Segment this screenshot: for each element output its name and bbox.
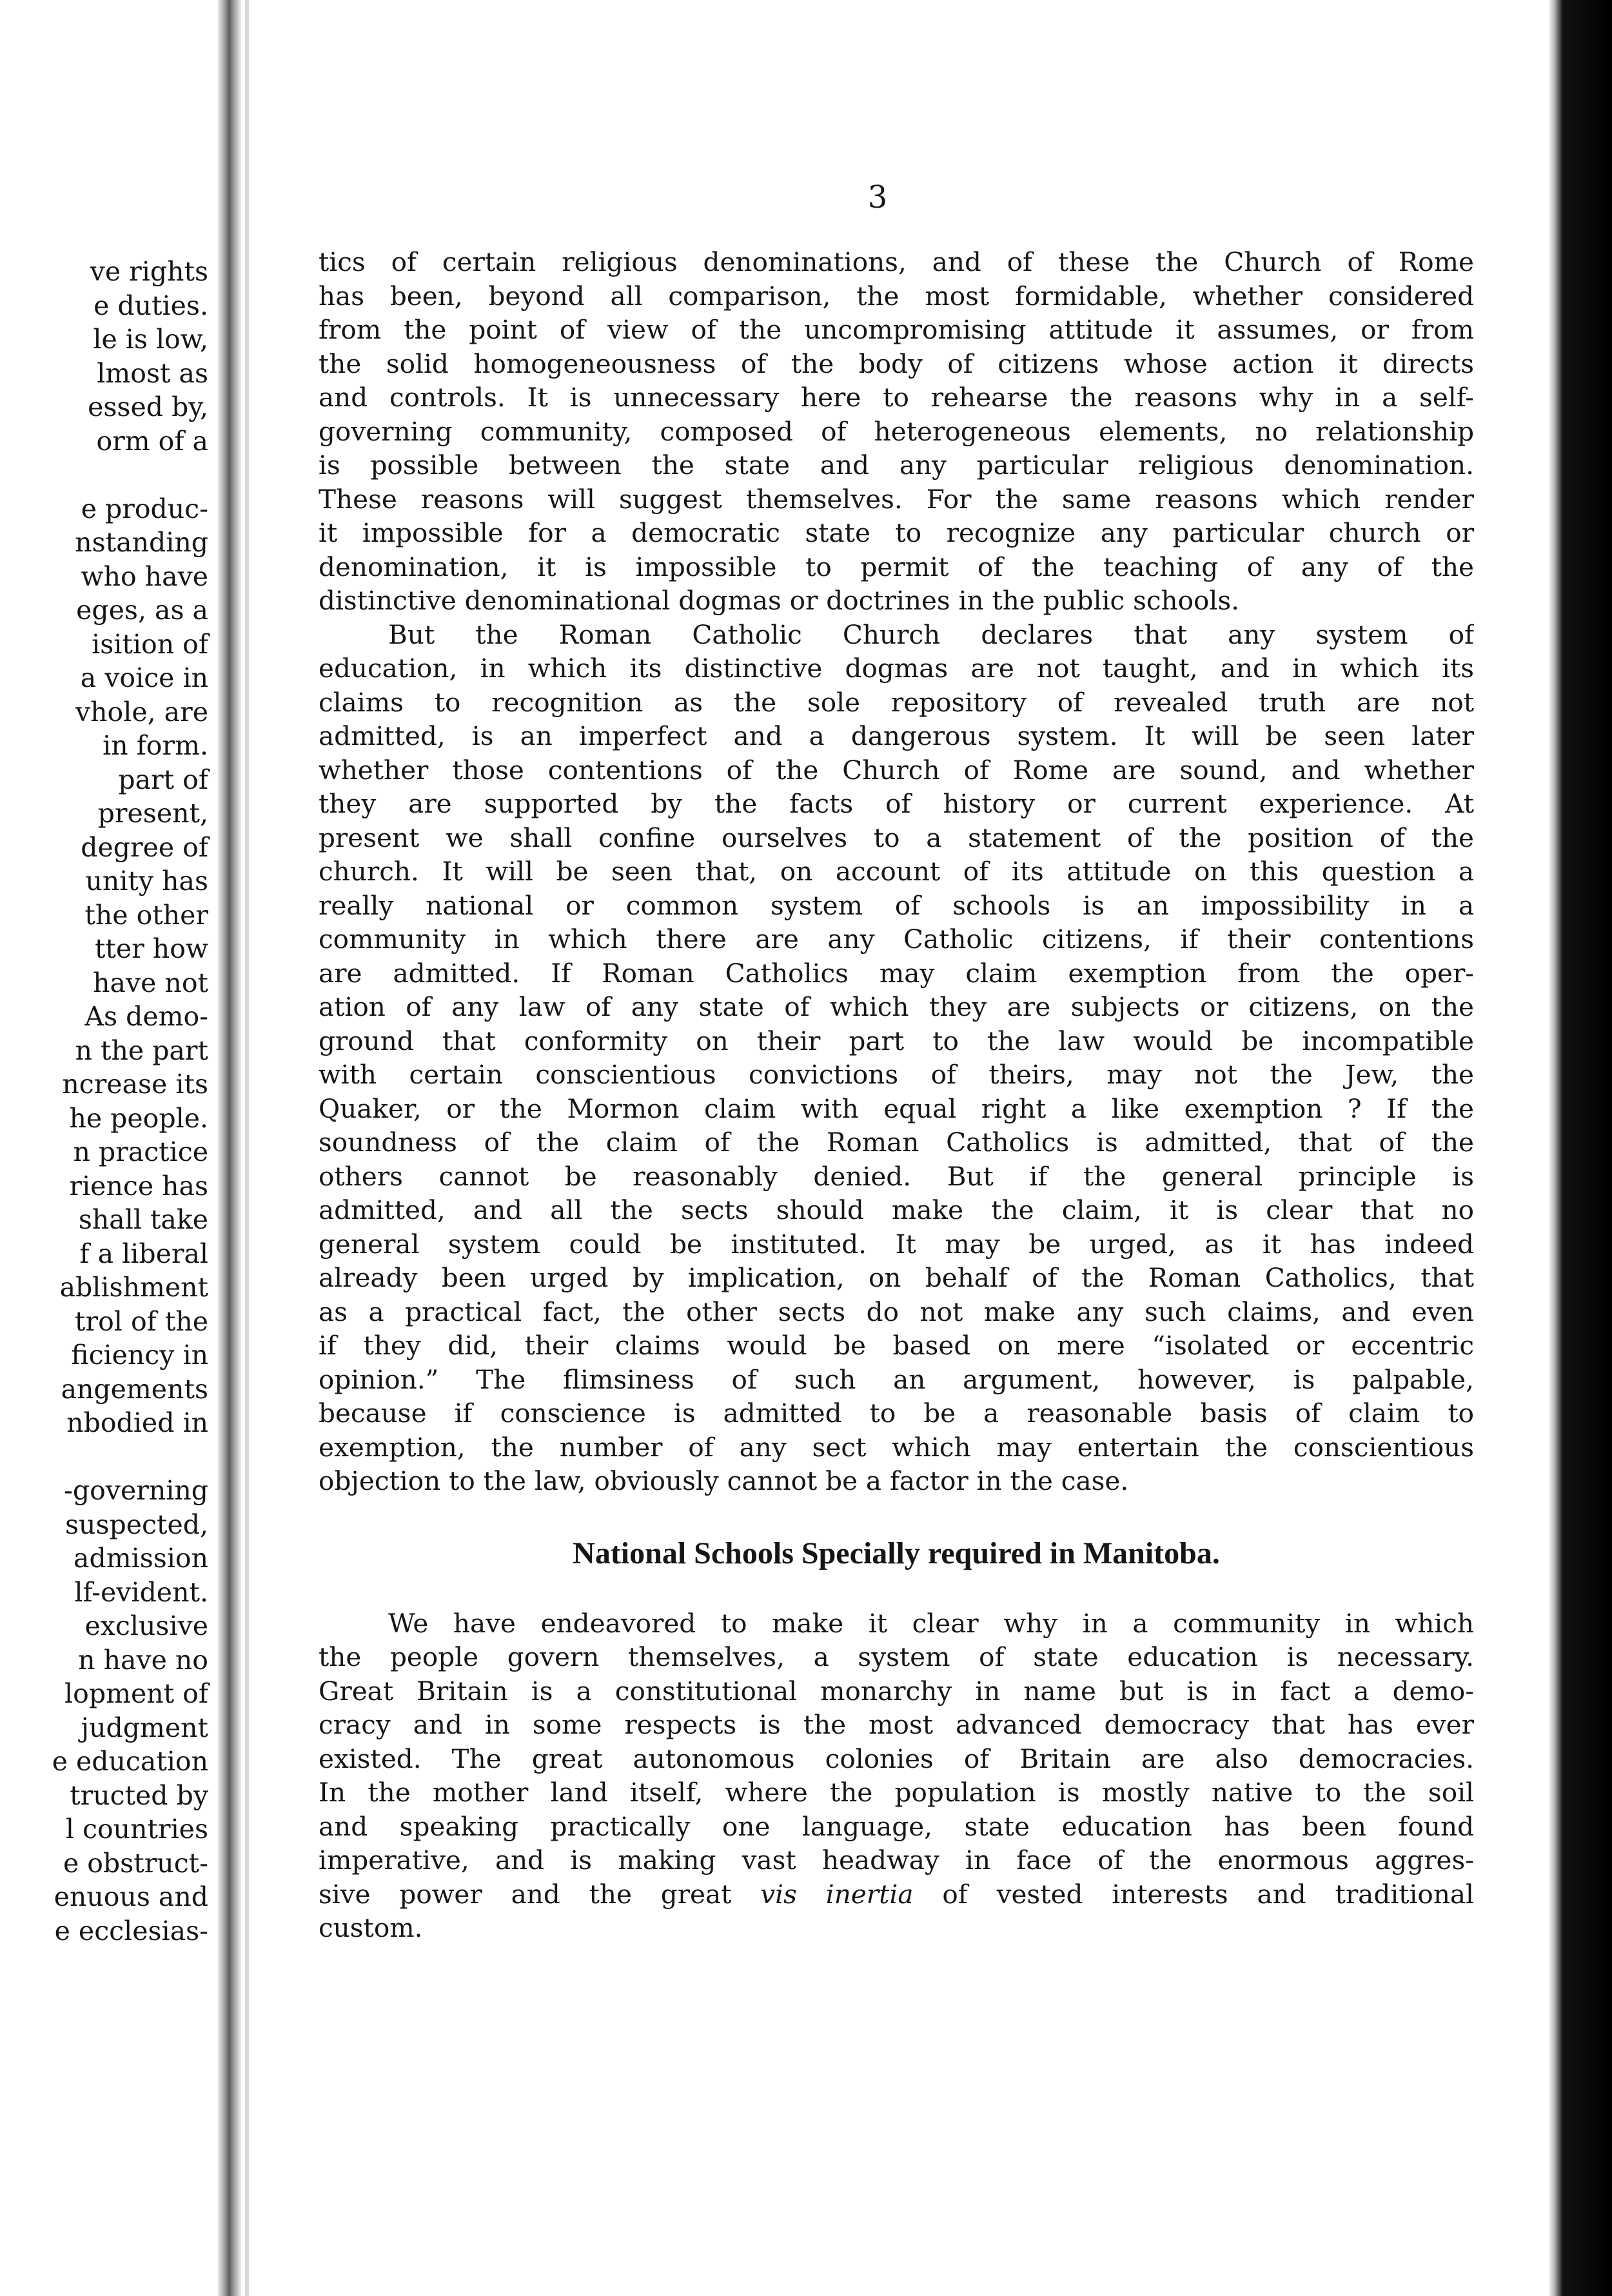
paragraphs-after-heading bbox=[319, 1607, 1474, 1945]
text-line: In the mother land itself, where the population is mostly native to the soil bbox=[319, 1777, 1474, 1808]
text-line: objection to the law, obviously cannot be a factor in the case. bbox=[319, 1465, 1129, 1496]
left-page-line: lopment of bbox=[64, 1678, 208, 1709]
left-page-line: lmost as bbox=[97, 357, 208, 389]
left-page-line: n the part bbox=[75, 1034, 208, 1066]
text-line: We have endeavored to make it clear why in a community in which bbox=[388, 1607, 1474, 1639]
text-line: present we shall confine ourselves to a statement of the position of the bbox=[319, 822, 1474, 853]
paragraph bbox=[319, 618, 1474, 1498]
left-page-line: f a liberal bbox=[79, 1238, 208, 1269]
left-page-line: he people. bbox=[69, 1102, 208, 1134]
text-line: education, in which its distinctive dogmas are not taught, and in which its bbox=[319, 653, 1474, 684]
left-page-line: unity has bbox=[85, 866, 208, 896]
left-page-line: shall take bbox=[78, 1204, 208, 1235]
text-line: Great Britain is a constitutional monarchy in name but is in fact a demo- bbox=[319, 1675, 1474, 1707]
left-page-line: tter how bbox=[94, 933, 208, 964]
text-line: has been, beyond all comparison, the most formidable, whether considered bbox=[319, 280, 1474, 312]
text-line: exemption, the number of any sect which may entertain the conscientious bbox=[319, 1431, 1474, 1463]
text-line: it impossible for a democratic state to recognize any particular church or bbox=[319, 517, 1474, 548]
left-page-line: ncrease its bbox=[62, 1069, 208, 1100]
left-page-line: who have bbox=[81, 560, 208, 592]
section-heading: National Schools Specially required in Manitoba. bbox=[573, 1536, 1220, 1570]
left-page-line: e ecclesias- bbox=[54, 1915, 208, 1946]
left-page-line: rience has bbox=[69, 1170, 208, 1202]
left-page-line: vhole, are bbox=[75, 696, 208, 727]
left-page-line: angements bbox=[61, 1373, 208, 1405]
left-page-text-fragments bbox=[15, 255, 208, 1948]
left-page-line: part of bbox=[118, 764, 208, 795]
left-page-line: orm of a bbox=[96, 425, 208, 457]
left-page-line: in form. bbox=[103, 730, 208, 761]
text-line: with certain conscientious convictions of theirs, may not the Jew, the bbox=[319, 1059, 1474, 1090]
text-line: tics of certain religious denominations, and of these the Church of Rome bbox=[319, 246, 1474, 277]
left-page-line: As demo- bbox=[84, 1001, 208, 1032]
text-line: and controls. It is unnecessary here to rehearse the reasons why in a self- bbox=[319, 382, 1474, 413]
left-page-line: admission bbox=[74, 1543, 208, 1574]
text-line: admitted, is an imperfect and a dangerous system. It will be seen later bbox=[319, 720, 1474, 751]
text-line: governing community, composed of heterogeneous elements, no relationship bbox=[319, 415, 1474, 447]
text-line: claims to recognition as the sole repository of revealed truth are not bbox=[319, 686, 1474, 718]
scan-right-edge bbox=[1549, 0, 1612, 2296]
text-line: ground that conformity on their part to the law would be incompatible bbox=[319, 1025, 1474, 1056]
text-line: ation of any law of any state of which they are subjects or citizens, on the bbox=[319, 991, 1474, 1022]
left-page-line bbox=[15, 1440, 208, 1474]
text-line: existed. The great autonomous colonies of Britain are also democracies. bbox=[319, 1743, 1474, 1774]
left-page-line: exclusive bbox=[84, 1610, 208, 1641]
paragraph bbox=[319, 245, 1474, 618]
left-page-line: a voice in bbox=[80, 662, 208, 693]
text-line: church. It will be seen that, on account of its attitude on this question a bbox=[319, 856, 1474, 887]
text-line: is possible between the state and any particular religious denomination. bbox=[319, 450, 1474, 480]
text-line: custom. bbox=[319, 1912, 423, 1943]
text-line: are admitted. If Roman Catholics may claim exemption from the oper- bbox=[319, 957, 1474, 989]
text-line: because if conscience is admitted to be a reasonable basis of claim to bbox=[319, 1398, 1474, 1429]
text-line: from the point of view of the uncompromising attitude it assumes, or from bbox=[319, 314, 1474, 345]
text-line: distinctive denominational dogmas or doctrines in the public schools. bbox=[319, 585, 1240, 616]
text-line: if they did, their claims would be based on mere “isolated or eccentric bbox=[319, 1330, 1474, 1361]
left-page-line: e produc- bbox=[81, 493, 208, 524]
left-page-line: trol of the bbox=[75, 1305, 208, 1337]
text-line: already been urged by implication, on behalf of the Roman Catholics, that bbox=[319, 1262, 1474, 1293]
left-page-line: ablishment bbox=[59, 1272, 208, 1303]
text-line: they are supported by the facts of history or current experience. At bbox=[319, 788, 1474, 819]
text-line: Quaker, or the Mormon claim with equal right a like exemption ? If the bbox=[319, 1093, 1474, 1124]
left-page-line: essed by, bbox=[88, 391, 208, 422]
text-line: the people govern themselves, a system of state education is necessary. bbox=[319, 1641, 1474, 1672]
text-line: cracy and in some respects is the most advanced democracy that has ever bbox=[319, 1709, 1474, 1740]
left-page-line: l countries bbox=[65, 1814, 208, 1845]
paragraphs-before-heading bbox=[319, 245, 1474, 1498]
text-line: the solid homogeneousness of the body of citizens whose action it directs bbox=[319, 348, 1474, 379]
text-line: imperative, and is making vast headway in face of the enormous aggres- bbox=[319, 1845, 1474, 1875]
paragraph bbox=[319, 1607, 1474, 1945]
left-page-line: degree of bbox=[81, 831, 208, 863]
left-page-line: suspected, bbox=[65, 1509, 208, 1540]
text-line: sive power and the great vis inertia of vested interests and traditional bbox=[319, 1878, 1474, 1910]
left-page-line: e duties. bbox=[93, 290, 208, 321]
text-line: admitted, and all the sects should make the claim, it is clear that no bbox=[319, 1194, 1474, 1225]
left-page-line: eges, as a bbox=[76, 595, 208, 626]
left-page-line: isition of bbox=[92, 628, 208, 660]
body-text bbox=[319, 245, 1474, 1945]
left-page-line: e education bbox=[52, 1746, 208, 1777]
text-line: and speaking practically one language, state education has been found bbox=[319, 1810, 1474, 1842]
text-line: soundness of the claim of the Roman Catholics is admitted, that of the bbox=[319, 1127, 1474, 1158]
left-page-line: judgment bbox=[81, 1712, 208, 1743]
text-line: really national or common system of schools is an impossibility in a bbox=[319, 889, 1474, 921]
text-line: general system could be instituted. It may be urged, as it has indeed bbox=[319, 1228, 1474, 1260]
text-line: as a practical fact, the other sects do not make any such claims, and even bbox=[319, 1296, 1474, 1327]
left-page-line: n have no bbox=[78, 1644, 208, 1676]
left-page-line: the other bbox=[84, 899, 208, 931]
left-page-line: le is low, bbox=[93, 324, 208, 355]
left-page-line: ve rights bbox=[90, 256, 208, 287]
italic-phrase: vis inertia bbox=[760, 1878, 914, 1910]
left-page-line: -governing bbox=[64, 1475, 208, 1506]
left-page-line: enuous and bbox=[54, 1881, 208, 1912]
text-line: others cannot be reasonably denied. But if the general principle is bbox=[319, 1160, 1474, 1192]
text-line: opinion.” The flimsiness of such an argument, however, is palpable, bbox=[319, 1363, 1474, 1395]
text-line: community in which there are any Catholic citizens, if their contentions bbox=[319, 924, 1474, 955]
page-number: 3 bbox=[867, 179, 888, 215]
text-line: denomination, it is impossible to permit of the teaching of any of the bbox=[319, 551, 1474, 582]
text-line: But the Roman Catholic Church declares that any system of bbox=[388, 619, 1474, 650]
left-page-line: e obstruct- bbox=[63, 1847, 208, 1879]
left-page-line: nstanding bbox=[75, 527, 208, 558]
text-line: These reasons will suggest themselves. For the same reasons which render bbox=[319, 483, 1474, 515]
left-page-line bbox=[15, 458, 208, 492]
left-page-line: have not bbox=[93, 967, 208, 998]
left-page-line: present, bbox=[97, 798, 208, 829]
left-facing-page bbox=[0, 0, 216, 2296]
left-page-line: nbodied in bbox=[66, 1407, 208, 1438]
left-page-line: ficiency in bbox=[71, 1340, 208, 1371]
main-page bbox=[249, 0, 1549, 2296]
book-binding-gutter bbox=[218, 0, 241, 2296]
text-line: whether those contentions of the Church of Rome are sound, and whether bbox=[319, 754, 1474, 786]
left-page-line: tructed by bbox=[70, 1779, 208, 1811]
left-page-line: n practice bbox=[73, 1136, 208, 1167]
left-page-line: lf-evident. bbox=[74, 1576, 208, 1608]
